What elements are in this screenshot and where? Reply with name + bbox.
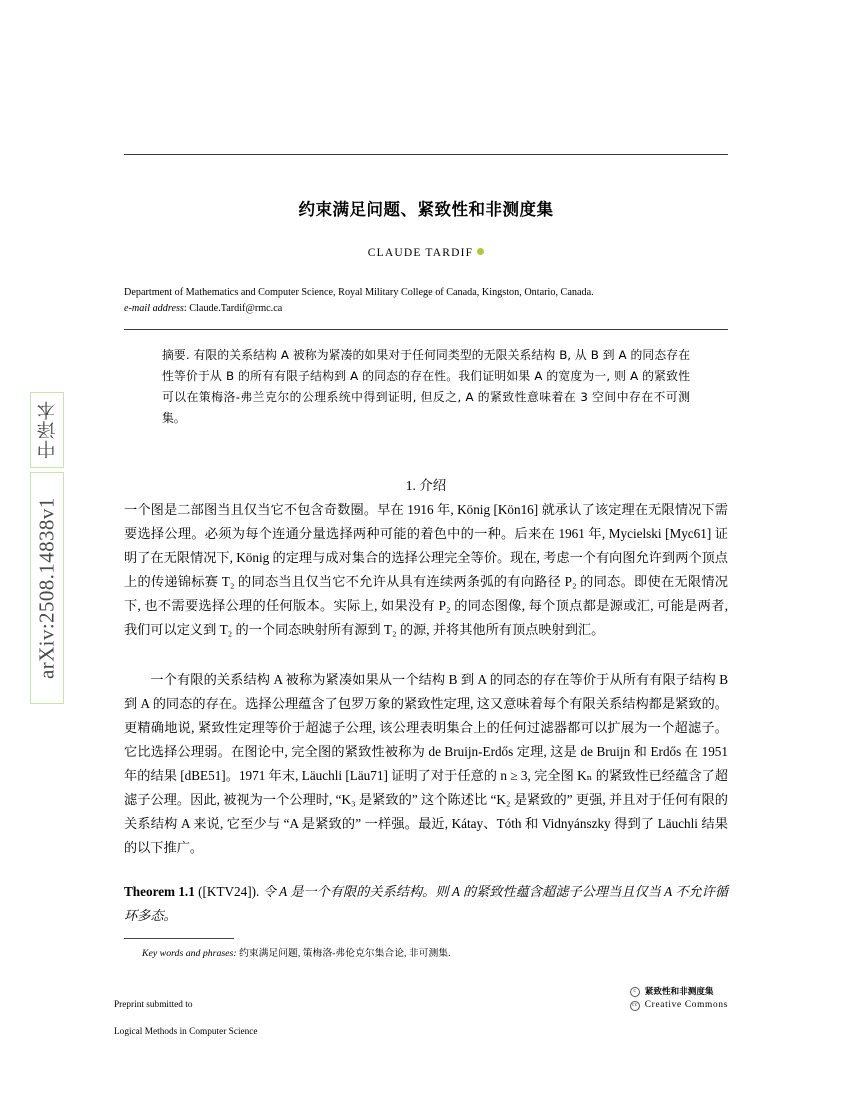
preprint-notice <box>114 986 258 1053</box>
header-rule <box>124 154 728 155</box>
affiliation-email-line: e-mail address: Claude.Tardif@rmc.ca <box>124 302 283 314</box>
theorem-block <box>124 880 728 928</box>
email-address[interactable]: Claude.Tardif@rmc.ca <box>189 302 283 314</box>
theorem-label: Theorem 1.1 <box>124 884 195 899</box>
arxiv-identifier: arXiv:2508.14838v1 <box>30 472 64 704</box>
arxiv-translation-tag: 中译本 <box>30 392 64 468</box>
body-paragraph-2: 一个有限的关系结构 A 被称为紧凑如果从一个结构 B 到 A 的同态的存在等价于从所有有限子结构 B 到 A 的同态的存在。选择公理蕴含了包罗万象的紧致性定理, 这又意味着每个有限关系结构都是紧致的。更精确地说, 紧致性定理等价于超滤子公理, 该公理表明集合上的任何过滤器都可以扩展为一个超滤子。它比选择公理弱。在图论中, 完全图的紧致性被称为 de Bruijn-Erdős 定理, 这是 de Bruijn 和 Erdős 在 1951 年的结果 [dBE51]。1971 年末, Läuchli [Läu71] 证明了对于任意的 n ≥ 3, 完全图 Kₙ 的紧致性已经蕴含了超滤子公理。因此, 被视为一个公理时, “K₃ 是紧致的” 这个陈述比 “K₂ 是紧致的” 更强, 并且对于任何有限的关系结构 A 来说, 它至少与 “A 是紧致的” 一样强。最近, Kátay、Tóth 和 Vidnyánszky 得到了 Läuchli 结果的以下推广。 <box>124 672 728 856</box>
keywords-values: 约束满足问题, 策梅洛-弗伦克尔集合论, 非可测集. <box>239 948 451 959</box>
abstract-text: 摘要. 有限的关系结构 A 被称为紧凑的如果对于任何同类型的无限关系结构 B, 从 B 到 A 的同态存在性等价于从 B 的所有有限子结构到 A 的同态的存在性。我们证明如果 A 的宽度为一, 则 A 的紧致性可以在策梅洛-弗兰克尔的公理系统中得到证明, 但反之, A 的紧致性意味着在 3 空间中存在不可测集。 <box>162 348 690 425</box>
license-row-en[interactable] <box>630 999 728 1012</box>
section-heading-introduction: 1. 介绍 <box>405 478 447 493</box>
page-title: 约束满足问题、紧致性和非测度集 <box>298 200 554 219</box>
body-paragraph-1: 一个图是二部图当且仅当它不包含奇数圈。早在 1916 年, König [Kön16] 就承认了该定理在无限情况下需要选择公理。必须为每个连通分量选择两种可能的着色中的一种。后来在 1961 年, Mycielski [Myc61] 证明了在无限情况下, König 的定理与成对集合的选择公理完全等价。现在, 考虑一个有向图允许到两个顶点上的传递锦标赛 T₂ 的同态当且仅当它不允许从具有连续两条弧的有向路径 P₂ 的同态。即使在无限情况下, 也不需要选择公理的任何版本。实际上, 如果没有 P₂ 的同态图像, 每个顶点都是源或汇, 可能是两者, 我们可以定义到 T₂ 的一个同态映射所有源到 T₂ 的源, 并将其他所有顶点映射到汇。 <box>124 502 728 638</box>
footnote-separator-rule <box>124 938 234 939</box>
theorem-statement: 令 A 是一个有限的关系结构。则 A 的紧致性蕴含超滤子公理当且仅当 A 不允许循环多态。 <box>124 884 729 923</box>
keywords-footnote <box>142 947 728 962</box>
author-name: CLAUDE TARDIF <box>367 247 474 259</box>
preprint-line-1: Preprint submitted to <box>114 1000 193 1011</box>
keywords-label: Key words and phrases: <box>142 948 237 959</box>
orcid-circle-icon[interactable] <box>477 248 484 255</box>
creative-commons-icon: cc <box>630 1001 640 1011</box>
affiliation-address: Department of Mathematics and Computer Science, Royal Military College of Canada, Kingston, Ontario, Canada. <box>124 287 594 298</box>
author-line <box>124 247 728 259</box>
preprint-line-2: Logical Methods in Computer Science <box>114 1027 258 1038</box>
affiliation-block <box>124 285 728 317</box>
license-row-cn <box>630 986 728 998</box>
email-label: e-mail address <box>124 302 184 314</box>
paper-page <box>114 0 729 1100</box>
abstract-rule <box>124 329 728 330</box>
license-block <box>630 986 728 1013</box>
arxiv-stamp-sidebar <box>30 392 64 704</box>
license-label-cn: 紧致性和非测度集 <box>644 987 714 997</box>
theorem-citation: ([KTV24]). <box>198 884 260 899</box>
page-footer <box>114 986 728 1053</box>
copyright-icon: c <box>630 987 640 997</box>
license-label-en[interactable]: Creative Commons <box>644 1000 728 1011</box>
